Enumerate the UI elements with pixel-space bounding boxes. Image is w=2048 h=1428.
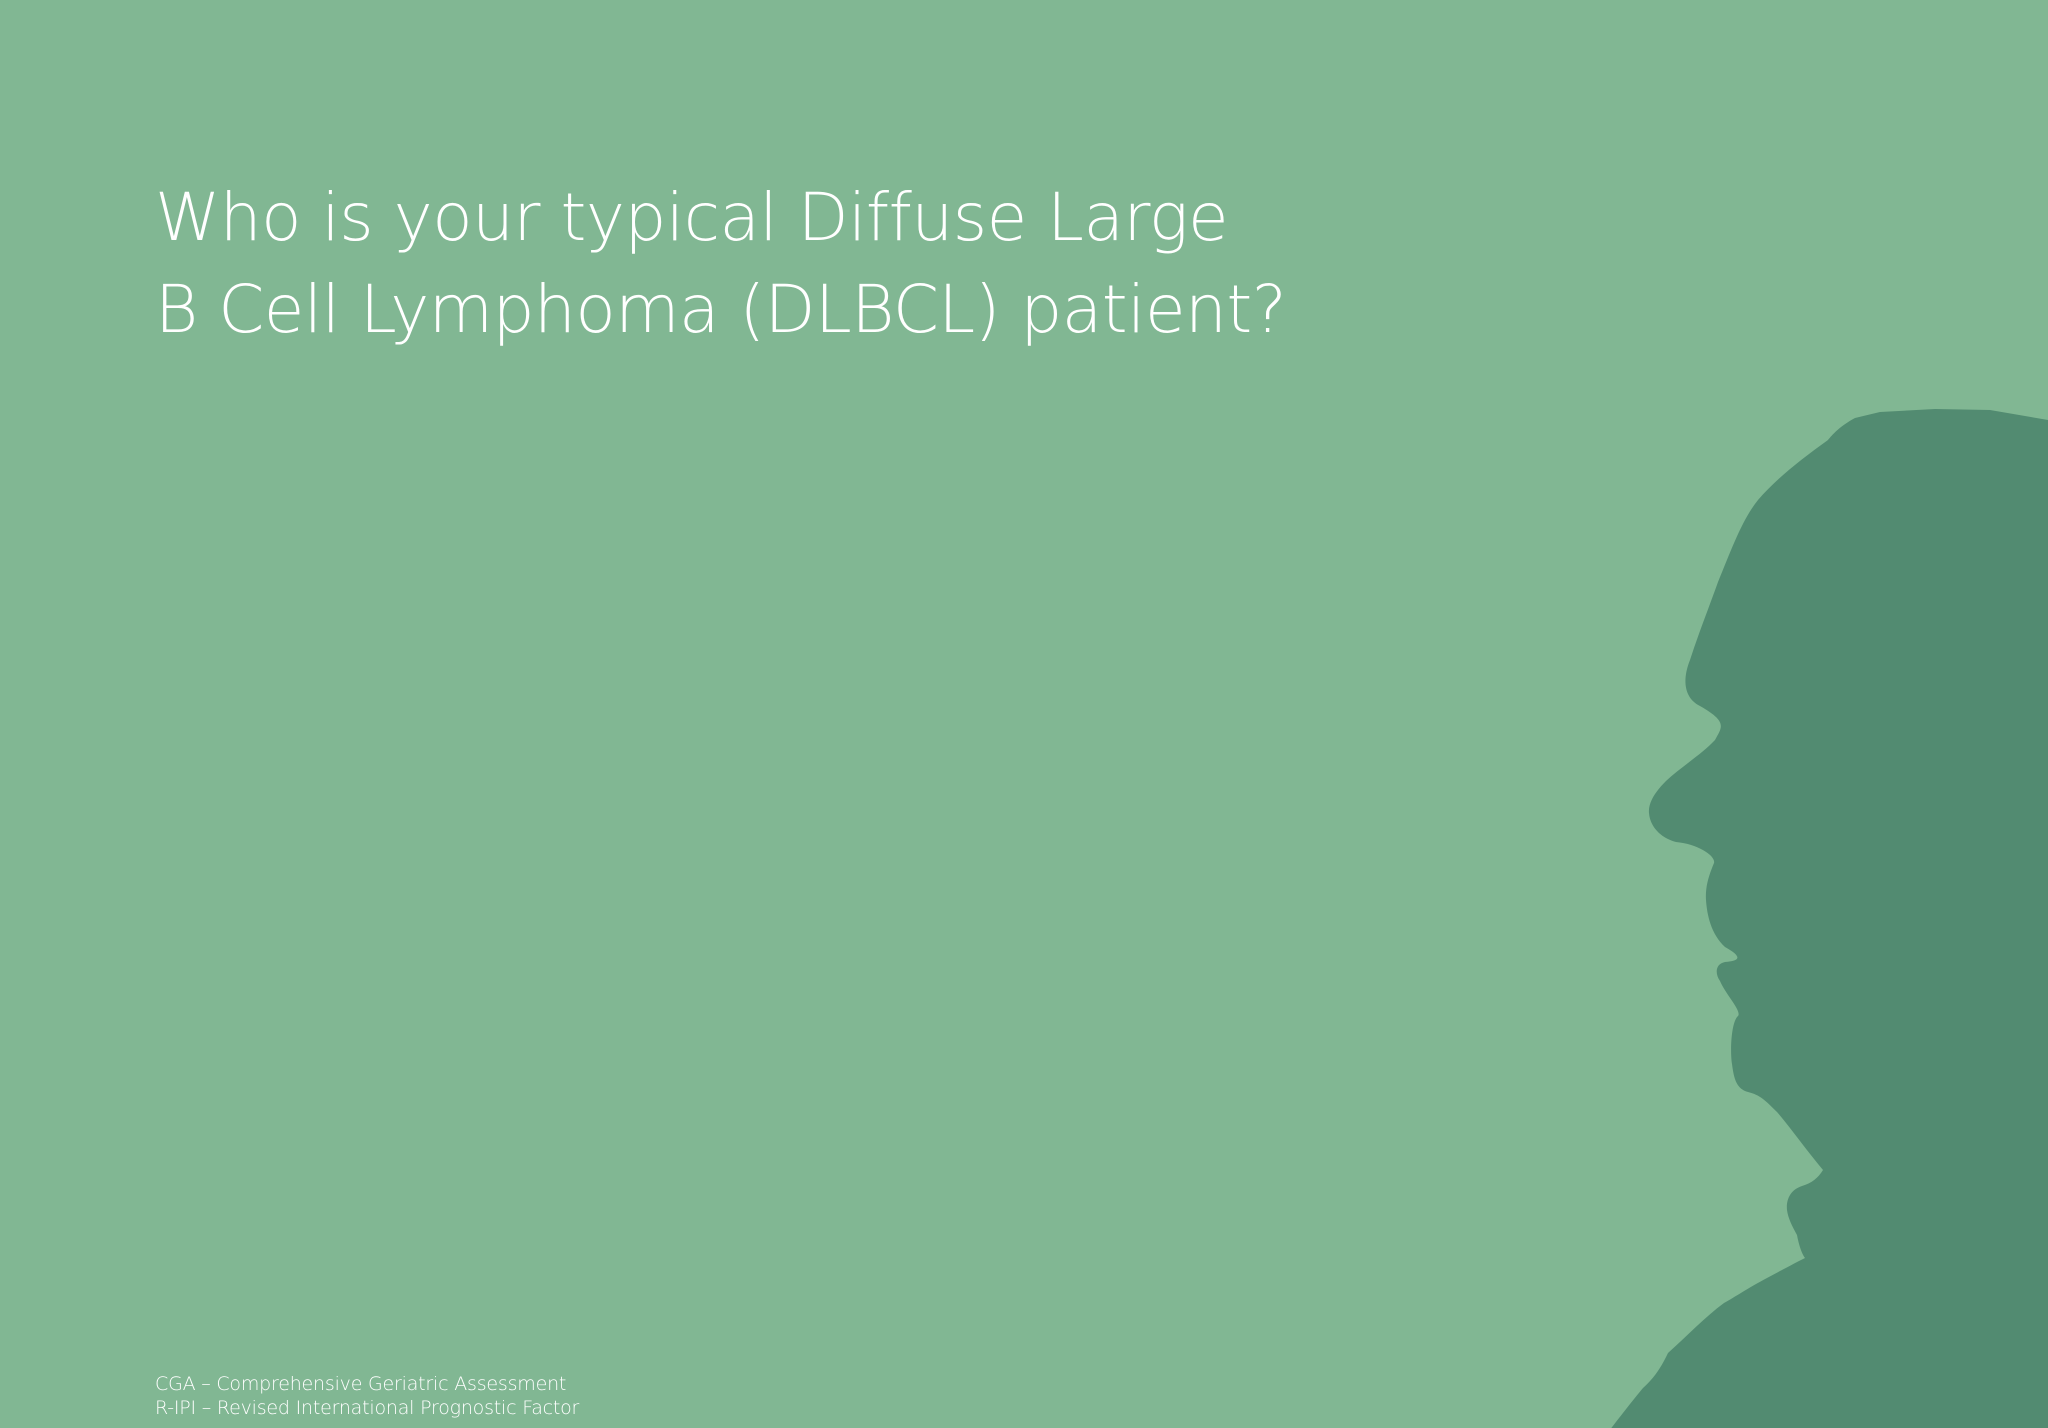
- footnote-ripi: R-IPI – Revised International Prognostic Factor: [155, 1397, 580, 1419]
- elderly-man-profile-silhouette-icon: [1540, 390, 2048, 1428]
- slide-title-line-1: Who is your typical Diffuse Large: [155, 179, 1229, 256]
- footnote-cga: CGA – Comprehensive Geriatric Assessment: [155, 1373, 567, 1395]
- slide-title: [155, 172, 1335, 356]
- footnotes: [155, 1372, 579, 1420]
- slide-title-line-2: B Cell Lymphoma (DLBCL) patient?: [155, 271, 1287, 348]
